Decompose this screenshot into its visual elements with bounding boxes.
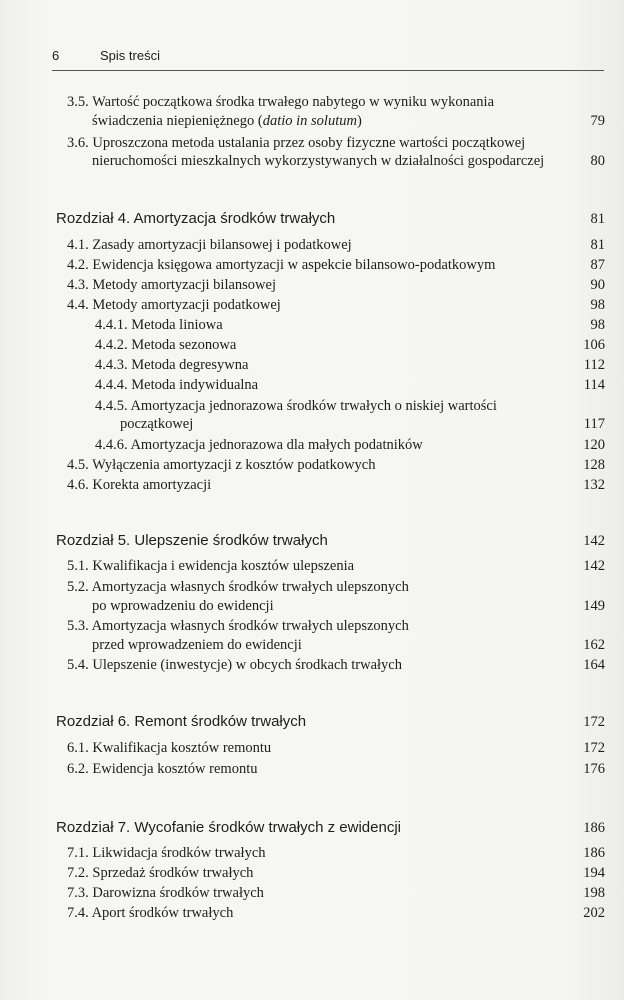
- toc-entry-text: 4.1. Zasady amortyzacji bilansowej i podatkowej: [67, 237, 352, 253]
- toc-page-number: 186: [583, 845, 605, 861]
- toc-entry-text: 4.3. Metody amortyzacji bilansowej: [67, 277, 276, 293]
- toc-entry-text: 4.4.3. Metoda degresywna: [95, 357, 249, 373]
- toc-entry-text: początkowej: [120, 416, 194, 432]
- toc-page-number: 98: [590, 317, 605, 333]
- toc-page-number: 81: [590, 237, 605, 253]
- toc-entry-text: 4.2. Ewidencja księgowa amortyzacji w aspekcie bilansowo-podatkowym: [67, 257, 496, 273]
- toc-page-number: 87: [590, 257, 605, 273]
- chapter-title: Rozdział 6. Remont środków trwałych: [56, 713, 307, 730]
- toc-entry-text: 7.4. Aport środków trwałych: [67, 905, 234, 921]
- toc-entry-text: 4.4.1. Metoda liniowa: [95, 317, 223, 333]
- toc-page-number: 194: [583, 865, 605, 881]
- toc-entry-text: 7.3. Darowizna środków trwałych: [67, 885, 264, 901]
- toc-page-number: 198: [583, 885, 605, 901]
- toc-entry-text: 3.5. Wartość początkowa środka trwałego nabytego w wyniku wykonania: [67, 94, 495, 110]
- toc-page-number: 112: [583, 357, 605, 373]
- toc-page-number: 81: [590, 211, 605, 227]
- toc-entry-text: 5.4. Ulepszenie (inwestycje) w obcych środkach trwałych: [67, 657, 402, 673]
- toc-page-number: 98: [590, 297, 605, 313]
- toc-entry-text: 5.1. Kwalifikacja i ewidencja kosztów ulepszenia: [67, 558, 355, 574]
- toc-entry-text: 7.2. Sprzedaż środków trwałych: [67, 865, 254, 881]
- toc-page-number: 164: [583, 657, 605, 673]
- toc-page-number: 186: [583, 820, 605, 836]
- toc-page-number: 79: [590, 113, 605, 129]
- toc-entry-text: 5.3. Amortyzacja własnych środków trwałych ulepszonych: [67, 618, 409, 634]
- chapter-title: Rozdział 5. Ulepszenie środków trwałych: [56, 532, 328, 549]
- toc-entry-text: 4.5. Wyłączenia amortyzacji z kosztów podatkowych: [67, 457, 376, 473]
- toc-entry-text: po wprowadzeniu do ewidencji: [92, 598, 274, 614]
- toc-page-number: 176: [583, 761, 605, 777]
- toc-page-number: 80: [590, 153, 605, 169]
- toc-page-number: 90: [590, 277, 605, 293]
- toc-page-number: 202: [583, 905, 605, 921]
- chapter-title: Rozdział 4. Amortyzacja środków trwałych: [56, 210, 336, 227]
- running-header: [52, 48, 604, 71]
- toc-page-number: 172: [583, 714, 605, 730]
- toc-entry-text: 5.2. Amortyzacja własnych środków trwałych ulepszonych: [67, 579, 409, 595]
- toc-page-number: 114: [583, 377, 605, 393]
- toc-entry-text: 4.4.4. Metoda indywidualna: [95, 377, 259, 393]
- toc-page-number: 132: [583, 477, 605, 493]
- toc-page-number: 149: [583, 598, 605, 614]
- toc-page-number: 162: [583, 637, 605, 653]
- toc-entry-text: 4.4.5. Amortyzacja jednorazowa środków trwałych o niskiej wartości: [95, 398, 497, 414]
- toc-entry-text: przed wprowadzeniem do ewidencji: [92, 637, 302, 653]
- chapter-title: Rozdział 7. Wycofanie środków trwałych z ewidencji: [56, 819, 401, 836]
- toc-entry-text: 3.6. Uproszczona metoda ustalania przez osoby fizyczne wartości początkowej: [67, 135, 526, 151]
- toc-entry-text: 7.1. Likwidacja środków trwałych: [67, 845, 266, 861]
- toc-entry-text: świadczenia niepieniężnego (datio in solutum): [92, 113, 362, 129]
- toc-entry-text: 4.4.2. Metoda sezonowa: [95, 337, 237, 353]
- toc-entry-text: 6.2. Ewidencja kosztów remontu: [67, 761, 258, 777]
- toc-page-number: 120: [583, 437, 605, 453]
- running-title: Spis treści: [100, 48, 160, 63]
- toc-page-number: 142: [583, 533, 605, 549]
- page-number: 6: [52, 48, 60, 63]
- toc-page-number: 117: [583, 416, 605, 432]
- toc-entry-text: 4.6. Korekta amortyzacji: [67, 477, 212, 493]
- toc-entry-text: 4.4. Metody amortyzacji podatkowej: [67, 297, 281, 313]
- toc-page-number: 106: [583, 337, 605, 353]
- toc-page-number: 128: [583, 457, 605, 473]
- toc-page-number: 172: [583, 740, 605, 756]
- toc-entry-text: nieruchomości mieszkalnych wykorzystywanych w działalności gospodarczej: [92, 153, 545, 169]
- toc-entry-text: 4.4.6. Amortyzacja jednorazowa dla małych podatników: [95, 437, 423, 453]
- toc-page-number: 142: [583, 558, 605, 574]
- toc-entry-text: 6.1. Kwalifikacja kosztów remontu: [67, 740, 272, 756]
